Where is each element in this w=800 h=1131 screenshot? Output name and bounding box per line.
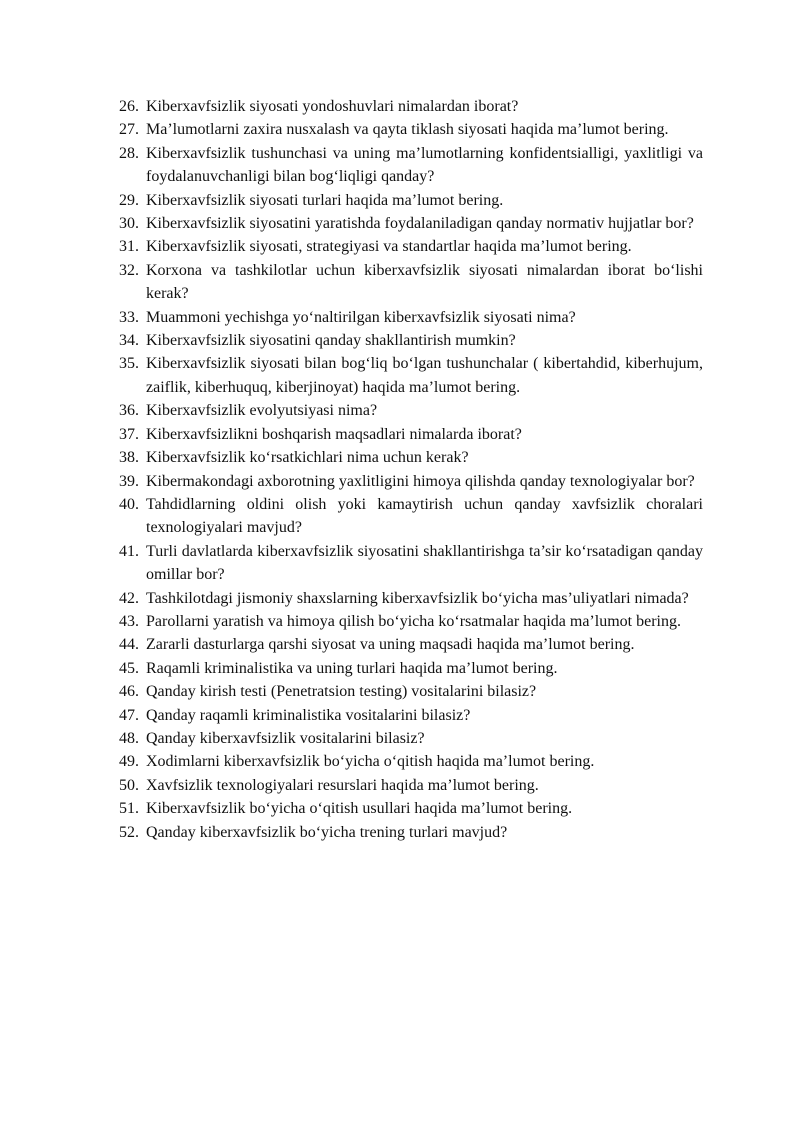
list-item: [119, 142, 703, 189]
list-item: [119, 657, 703, 680]
list-item: [119, 797, 703, 820]
item-text: Qanday kiberxavfsizlik vositalarini bilasiz?: [146, 729, 425, 747]
item-text: Qanday kiberxavfsizlik bo‘yicha trening turlari mavjud?: [146, 823, 508, 841]
list-item: [119, 329, 703, 352]
item-text: Kiberxavfsizlik siyosati yondoshuvlari nimalardan iborat?: [146, 98, 519, 115]
list-item: [119, 821, 703, 844]
list-item: [119, 235, 703, 258]
item-text: Muammoni yechishga yo‘naltirilgan kiberxavfsizlik siyosati nima?: [146, 308, 576, 326]
list-item: [119, 680, 703, 703]
item-number: 45.: [119, 659, 139, 677]
item-text: Zararli dasturlarga qarshi siyosat va uning maqsadi haqida ma’lumot bering.: [146, 636, 635, 654]
item-text: Kiberxavfsizlik siyosati turlari haqida ma’lumot bering.: [146, 191, 504, 209]
item-number: 44.: [119, 636, 139, 654]
item-text: Korxona va tashkilotlar uchun kiberxavfsizlik siyosati nimalardan iborat bo‘lishi kerak?: [146, 261, 703, 303]
list-item: [119, 118, 703, 141]
list-item: [119, 587, 703, 610]
item-text: Xodimlarni kiberxavfsizlik bo‘yicha o‘qitish haqida ma’lumot bering.: [146, 753, 595, 771]
item-number: 34.: [119, 332, 139, 350]
item-text: Kiberxavfsizlikni boshqarish maqsadlari nimalarda iborat?: [146, 425, 522, 443]
item-text: Ma’lumotlarni zaxira nusxalash va qayta tiklash siyosati haqida ma’lumot bering.: [146, 121, 669, 139]
item-number: 27.: [119, 121, 139, 139]
item-text: Kiberxavfsizlik bo‘yicha o‘qitish usullari haqida ma’lumot bering.: [146, 800, 573, 818]
item-number: 29.: [119, 191, 139, 209]
item-text: Parollarni yaratish va himoya qilish bo‘yicha ko‘rsatmalar haqida ma’lumot bering.: [146, 612, 681, 630]
list-item: [119, 212, 703, 235]
item-number: 50.: [119, 776, 139, 794]
item-number: 49.: [119, 753, 139, 771]
item-number: 48.: [119, 729, 139, 747]
list-item: [119, 610, 703, 633]
question-list: [119, 95, 703, 844]
item-number: 52.: [119, 823, 139, 841]
list-item: [119, 306, 703, 329]
item-text: Kiberxavfsizlik siyosatini qanday shakllantirish mumkin?: [146, 332, 516, 350]
list-item: [119, 352, 703, 399]
item-number: 32.: [119, 261, 139, 279]
item-number: 28.: [119, 144, 139, 162]
item-text: Kiberxavfsizlik siyosatini yaratishda foydalaniladigan qanday normativ hujjatlar bor?: [146, 215, 694, 233]
item-number: 33.: [119, 308, 139, 326]
item-number: 41.: [119, 542, 139, 560]
item-text: Turli davlatlarda kiberxavfsizlik siyosatini shakllantirishga ta’sir ko‘rsatadigan qanday omillar bor?: [146, 542, 703, 584]
item-text: Kiberxavfsizlik siyosati, strategiyasi va standartlar haqida ma’lumot bering.: [146, 238, 632, 256]
list-item: [119, 493, 703, 540]
list-item: [119, 704, 703, 727]
list-item: [119, 399, 703, 422]
item-text: Raqamli kriminalistika va uning turlari haqida ma’lumot bering.: [146, 659, 558, 677]
item-text: Qanday raqamli kriminalistika vositalarini bilasiz?: [146, 706, 471, 724]
item-text: Kiberxavfsizlik evolyutsiyasi nima?: [146, 402, 378, 420]
item-number: 30.: [119, 215, 139, 233]
list-item: [119, 189, 703, 212]
item-number: 46.: [119, 683, 139, 701]
item-number: 38.: [119, 449, 139, 467]
list-item: [119, 540, 703, 587]
item-number: 39.: [119, 472, 139, 490]
list-item: [119, 95, 703, 118]
item-text: Tashkilotdagi jismoniy shaxslarning kiberxavfsizlik bo‘yicha mas’uliyatlari nimada?: [146, 589, 689, 607]
item-number: 42.: [119, 589, 139, 607]
item-number: 47.: [119, 706, 139, 724]
list-item: [119, 259, 703, 306]
item-number: 35.: [119, 355, 139, 373]
list-item: [119, 423, 703, 446]
item-text: Kiberxavfsizlik tushunchasi va uning ma’lumotlarning konfidentsialligi, yaxlitligi va foydalanuvchanligi bilan bog‘liqligi qanday?: [146, 144, 703, 186]
list-item: [119, 470, 703, 493]
item-text: Xavfsizlik texnologiyalari resurslari haqida ma’lumot bering.: [146, 776, 539, 794]
item-text: Tahdidlarning oldini olish yoki kamaytirish uchun qanday xavfsizlik choralari texnologiyalari mavjud?: [146, 495, 703, 537]
list-item: [119, 633, 703, 656]
item-number: 43.: [119, 612, 139, 630]
list-item: [119, 446, 703, 469]
item-number: 26.: [119, 98, 139, 115]
item-text: Kiberxavfsizlik siyosati bilan bog‘liq bo‘lgan tushunchalar ( kibertahdid, kiberhujum, zaiflik, kiberhuquq, kiberjinoyat) haqida ma’lumot bering.: [146, 355, 703, 396]
item-number: 31.: [119, 238, 139, 256]
item-text: Qanday kirish testi (Penetratsion testing) vositalarini bilasiz?: [146, 683, 537, 701]
item-number: 37.: [119, 425, 139, 443]
list-item: [119, 727, 703, 750]
item-number: 51.: [119, 800, 139, 818]
item-text: Kibermakondagi axborotning yaxlitligini himoya qilishda qanday texnologiyalar bor?: [146, 472, 695, 490]
item-number: 36.: [119, 402, 139, 420]
item-text: Kiberxavfsizlik ko‘rsatkichlari nima uchun kerak?: [146, 449, 469, 467]
list-item: [119, 750, 703, 773]
list-item: [119, 774, 703, 797]
item-number: 40.: [119, 495, 139, 513]
